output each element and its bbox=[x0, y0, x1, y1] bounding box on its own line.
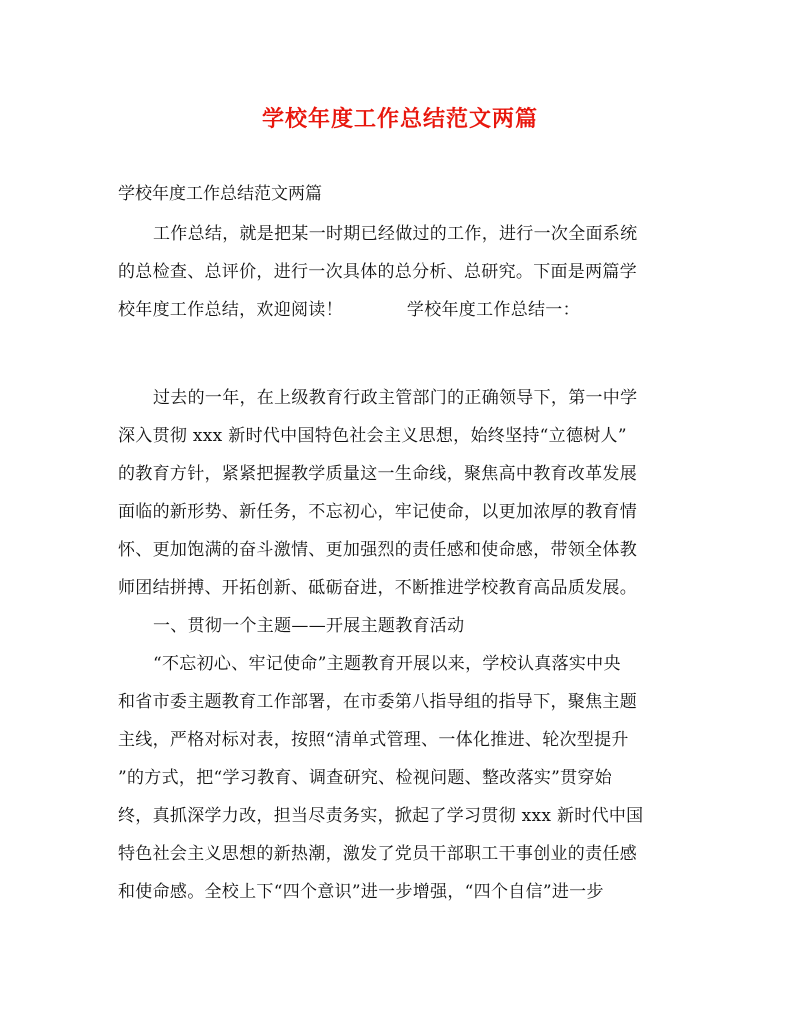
document-title: 学校年度工作总结范文两篇 bbox=[261, 106, 538, 132]
paragraph1-line: 师团结拼搏、开拓创新、砥砺奋进，不断推进学校教育高品质发展。 bbox=[118, 578, 637, 598]
paragraph2-line: 和使命感。全校上下“四个意识”进一步增强，“四个自信”进一步 bbox=[118, 882, 604, 902]
paragraph1-line: 过去的一年，在上级教育行政主管部门的正确领导下，第一中学 bbox=[153, 388, 638, 408]
paragraph1-line: 怀、更加饱满的奋斗激情、更加强烈的责任感和使命感，带领全体教 bbox=[118, 540, 637, 560]
paragraph2-line: 终，真抓深学力改，担当尽责务实，掀起了学习贯彻 xxx 新时代中国 bbox=[118, 806, 644, 826]
paragraph2-line: “不忘初心、牢记使命”主题教育开展以来，学校认真落实中央 bbox=[153, 654, 621, 674]
paragraph1-line: 面临的新形势、新任务，不忘初心，牢记使命，以更加浓厚的教育情 bbox=[118, 502, 637, 522]
paragraph1-line: 的教育方针，紧紧把握教学质量这一生命线，聚焦高中教育改革发展 bbox=[118, 464, 637, 484]
paragraph2-line: ”的方式，把“学习教育、调查研究、检视问题、整改落实”贯穿始 bbox=[118, 768, 613, 788]
paragraph2-line: 主线，严格对标对表，按照“清单式管理、一体化推进、轮次型提升 bbox=[118, 730, 629, 750]
paragraph2-line: 和省市委主题教育工作部署，在市委第八指导组的指导下，聚焦主题 bbox=[118, 692, 637, 712]
document-subtitle: 学校年度工作总结范文两篇 bbox=[118, 184, 322, 204]
intro-line-2: 的总检查、总评价，进行一次具体的总分析、总研究。下面是两篇学 bbox=[118, 262, 637, 282]
intro-line-1: 工作总结，就是把某一时期已经做过的工作，进行一次全面系统 bbox=[153, 224, 638, 244]
paragraph2-line: 特色社会主义思想的新热潮，激发了党员干部职工干事创业的责任感 bbox=[118, 844, 637, 864]
intro-line-3 bbox=[118, 297, 678, 323]
paragraph1-line: 深入贯彻 xxx 新时代中国特色社会主义思想，始终坚持“立德树人” bbox=[118, 426, 627, 446]
section-heading: 一、贯彻一个主题——开展主题教育活动 bbox=[153, 616, 465, 636]
intro-line-3-text: 校年度工作总结，欢迎阅读！ bbox=[118, 300, 343, 320]
summary-one-heading: 学校年度工作总结一： bbox=[406, 300, 580, 320]
